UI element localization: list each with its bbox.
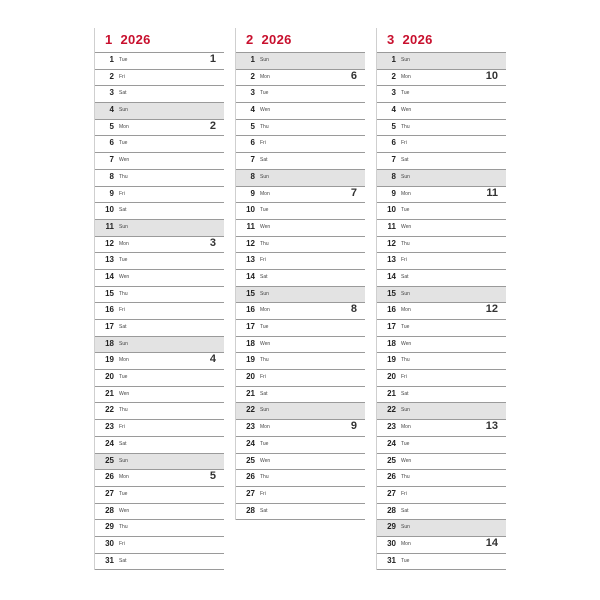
day-number: 3 (391, 88, 396, 98)
weekday-name: Sun (260, 57, 269, 63)
week-number: 12 (485, 303, 498, 316)
day-number: 22 (105, 405, 114, 415)
day-number: 24 (105, 438, 114, 448)
month-year: 2026 (261, 32, 292, 47)
weekday-name: Thu (401, 357, 410, 364)
day-row (95, 487, 224, 504)
weekday-name: Tue (260, 324, 269, 330)
day-number: 6 (109, 138, 114, 148)
day-number: 12 (105, 238, 114, 248)
day-row (95, 253, 224, 270)
day-number: 29 (105, 522, 114, 532)
day-number: 7 (109, 155, 114, 165)
weekday-name: Wen (260, 107, 271, 114)
weekday-name: Thu (119, 407, 128, 414)
day-row (236, 353, 365, 370)
day-number: 14 (246, 271, 255, 281)
day-row (236, 303, 365, 320)
day-row (377, 203, 506, 220)
day-row (236, 470, 365, 487)
day-row (377, 270, 506, 287)
weekday-name: Sat (119, 90, 127, 97)
weekday-name: Tue (401, 90, 410, 97)
weekday-name: Mon (119, 357, 129, 364)
day-row (236, 53, 365, 70)
day-row (236, 437, 365, 454)
day-number: 16 (105, 305, 114, 315)
day-number: 11 (246, 221, 255, 231)
week-number: 2 (209, 119, 216, 132)
weekday-name: Wen (401, 223, 412, 230)
day-number: 30 (387, 538, 396, 548)
day-number: 2 (250, 71, 255, 81)
weekday-name: Wen (119, 273, 130, 280)
week-number: 10 (485, 69, 498, 82)
day-number: 24 (246, 438, 255, 448)
day-row (95, 470, 224, 487)
month-year: 2026 (120, 32, 151, 47)
day-row (95, 136, 224, 153)
day-row (377, 420, 506, 437)
day-number: 11 (387, 221, 396, 231)
day-row (377, 170, 506, 187)
day-row (377, 136, 506, 153)
day-row (95, 403, 224, 420)
weekday-name: Wen (260, 223, 271, 230)
day-row (95, 537, 224, 554)
day-row (377, 504, 506, 521)
day-row (236, 220, 365, 237)
day-number: 26 (387, 472, 396, 482)
day-row (377, 237, 506, 254)
day-row (236, 70, 365, 87)
day-number: 30 (105, 538, 114, 548)
day-number: 10 (105, 205, 114, 215)
day-number: 13 (246, 255, 255, 265)
weekday-name: Mon (401, 190, 411, 197)
weekday-name: Tue (119, 374, 128, 381)
day-row (377, 287, 506, 304)
day-number: 16 (246, 305, 255, 315)
weekday-name: Sun (119, 340, 128, 347)
weekday-name: Thu (260, 123, 269, 130)
weekday-name: Tue (119, 490, 128, 497)
week-number: 14 (485, 536, 498, 549)
weekday-name: Fri (260, 490, 266, 497)
weekday-name: Fri (260, 140, 266, 147)
day-row (95, 187, 224, 204)
day-number: 28 (246, 505, 255, 515)
day-number: 20 (246, 372, 255, 382)
day-row (95, 437, 224, 454)
day-row (95, 153, 224, 170)
weekday-name: Tue (260, 207, 269, 214)
day-row (377, 253, 506, 270)
day-row (95, 520, 224, 537)
month-title (236, 28, 365, 53)
day-number: 27 (387, 488, 396, 498)
day-row (95, 287, 224, 304)
weekday-name: Fri (119, 424, 125, 431)
day-row (95, 86, 224, 103)
day-number: 24 (387, 438, 396, 448)
day-row (377, 103, 506, 120)
day-row (95, 454, 224, 471)
day-row (236, 170, 365, 187)
day-number: 18 (387, 338, 396, 348)
weekday-name: Sun (401, 524, 410, 531)
day-row (236, 337, 365, 354)
weekday-name: Wen (260, 457, 271, 464)
day-row (377, 370, 506, 387)
weekday-name: Fri (119, 73, 125, 80)
day-row (377, 220, 506, 237)
weekday-name: Thu (119, 524, 128, 531)
day-row (236, 387, 365, 404)
day-row (377, 353, 506, 370)
weekday-name: Sat (260, 157, 268, 164)
day-number: 5 (250, 121, 255, 131)
weekday-name: Sun (119, 457, 128, 464)
weekday-name: Fri (401, 374, 407, 381)
weekday-name: Tue (119, 140, 128, 147)
day-row (95, 504, 224, 521)
day-row (236, 420, 365, 437)
month-number: 3 (387, 32, 395, 47)
day-number: 6 (391, 138, 396, 148)
weekday-name: Wen (260, 340, 271, 347)
day-row (95, 370, 224, 387)
week-number: 8 (350, 303, 357, 316)
day-row (236, 120, 365, 137)
day-row (95, 203, 224, 220)
weekday-name: Sat (260, 390, 268, 397)
weekday-name: Sat (260, 273, 268, 280)
day-row (95, 237, 224, 254)
day-row (95, 420, 224, 437)
day-number: 2 (109, 71, 114, 81)
weekday-name: Sat (401, 507, 409, 514)
month-title (95, 28, 224, 53)
week-number: 6 (350, 69, 357, 82)
weekday-name: Sat (260, 507, 268, 514)
month-year: 2026 (402, 32, 433, 47)
week-number: 11 (486, 186, 498, 199)
day-number: 23 (387, 422, 396, 432)
day-row (377, 520, 506, 537)
day-number: 15 (387, 288, 396, 298)
weekday-name: Fri (260, 374, 266, 381)
day-number: 22 (246, 405, 255, 415)
weekday-name: Tue (119, 57, 128, 63)
weekday-name: Thu (260, 474, 269, 481)
day-number: 17 (246, 322, 255, 331)
weekday-name: Wen (401, 457, 412, 464)
day-row (95, 387, 224, 404)
weekday-name: Thu (401, 123, 410, 130)
weekday-name: Sun (260, 290, 269, 297)
day-number: 20 (105, 372, 114, 382)
weekday-name: Tue (260, 90, 269, 97)
day-row (236, 237, 365, 254)
week-number: 4 (209, 353, 216, 366)
day-number: 26 (246, 472, 255, 482)
day-number: 4 (391, 105, 396, 115)
weekday-name: Tue (401, 440, 410, 447)
day-number: 7 (250, 155, 255, 165)
day-row (236, 153, 365, 170)
weekday-name: Mon (119, 123, 129, 130)
day-number: 4 (250, 105, 255, 115)
day-row (236, 187, 365, 204)
day-row (95, 53, 224, 70)
day-row (236, 136, 365, 153)
weekday-name: Sun (119, 107, 128, 114)
day-number: 31 (105, 555, 114, 565)
weekday-name: Thu (260, 240, 269, 247)
weekday-name: Wen (119, 507, 130, 514)
day-row (377, 487, 506, 504)
weekday-name: Sat (119, 324, 127, 330)
weekday-name: Thu (119, 173, 128, 180)
weekday-name: Fri (119, 540, 125, 547)
day-row (95, 70, 224, 87)
day-number: 11 (105, 221, 114, 231)
weekday-name: Mon (401, 540, 411, 547)
weekday-name: Mon (401, 307, 411, 314)
day-row (377, 437, 506, 454)
weekday-name: Mon (119, 474, 129, 481)
weekday-name: Sat (401, 157, 409, 164)
weekday-name: Mon (260, 73, 270, 80)
day-row (236, 86, 365, 103)
day-number: 13 (387, 255, 396, 265)
weekday-name: Mon (119, 240, 129, 247)
weekday-name: Sun (119, 223, 128, 230)
weekday-name: Sun (401, 57, 410, 63)
weekday-name: Sun (401, 407, 410, 414)
day-number: 17 (105, 322, 114, 331)
weekday-name: Sun (260, 407, 269, 414)
weekday-name: Tue (119, 257, 128, 264)
day-row (377, 187, 506, 204)
day-row (377, 303, 506, 320)
day-row (377, 470, 506, 487)
week-number: 7 (350, 186, 357, 199)
day-number: 29 (387, 522, 396, 532)
day-row (377, 53, 506, 70)
day-number: 9 (391, 188, 396, 198)
day-row (236, 270, 365, 287)
day-row (95, 353, 224, 370)
day-number: 31 (387, 555, 396, 565)
month-number: 1 (105, 32, 113, 47)
day-number: 25 (105, 455, 114, 465)
weekday-name: Mon (401, 424, 411, 431)
week-number: 3 (209, 236, 216, 249)
day-row (95, 554, 224, 571)
day-row (236, 403, 365, 420)
day-row (236, 454, 365, 471)
day-number: 19 (387, 355, 396, 365)
weekday-name: Mon (401, 73, 411, 80)
weekday-name: Wen (401, 107, 412, 114)
day-number: 5 (109, 121, 114, 131)
day-row (377, 70, 506, 87)
day-number: 7 (391, 155, 396, 165)
day-row (377, 120, 506, 137)
day-number: 5 (391, 121, 396, 131)
day-row (377, 86, 506, 103)
day-row (377, 387, 506, 404)
weekday-name: Sun (401, 290, 410, 297)
day-number: 4 (109, 105, 114, 115)
day-number: 15 (246, 288, 255, 298)
weekday-name: Thu (401, 474, 410, 481)
weekday-name: Thu (260, 357, 269, 364)
day-number: 16 (387, 305, 396, 315)
day-number: 9 (250, 188, 255, 198)
day-row (95, 220, 224, 237)
day-row (377, 320, 506, 337)
day-row (236, 103, 365, 120)
week-number: 5 (209, 470, 216, 483)
weekday-name: Wen (119, 390, 130, 397)
weekday-name: Tue (260, 440, 269, 447)
weekday-name: Tue (401, 324, 410, 330)
weekday-name: Sat (401, 273, 409, 280)
day-number: 14 (105, 271, 114, 281)
day-row (236, 253, 365, 270)
weekday-name: Sun (401, 173, 410, 180)
month-column-1 (94, 28, 224, 570)
weekday-name: Fri (401, 490, 407, 497)
day-number: 1 (391, 55, 396, 64)
day-row (95, 103, 224, 120)
weekday-name: Sat (119, 440, 127, 447)
day-number: 17 (387, 322, 396, 331)
day-number: 8 (391, 171, 396, 181)
day-row (236, 487, 365, 504)
weekday-name: Fri (260, 257, 266, 264)
weekday-name: Wen (401, 340, 412, 347)
day-row (377, 537, 506, 554)
day-row (236, 287, 365, 304)
day-number: 3 (250, 88, 255, 98)
day-row (377, 554, 506, 571)
day-number: 28 (387, 505, 396, 515)
day-number: 27 (246, 488, 255, 498)
month-column-2 (235, 28, 365, 520)
weekday-name: Sat (119, 557, 127, 564)
day-number: 25 (387, 455, 396, 465)
day-number: 10 (246, 205, 255, 215)
weekday-name: Thu (401, 240, 410, 247)
day-number: 21 (105, 388, 114, 398)
day-number: 6 (250, 138, 255, 148)
day-row (236, 203, 365, 220)
weekday-name: Mon (260, 424, 270, 431)
weekday-name: Tue (401, 557, 410, 564)
day-number: 3 (109, 88, 114, 98)
day-number: 13 (105, 255, 114, 265)
day-number: 19 (246, 355, 255, 365)
day-row (236, 504, 365, 521)
day-number: 23 (105, 422, 114, 432)
day-number: 21 (387, 388, 396, 398)
day-row (377, 337, 506, 354)
day-number: 20 (387, 372, 396, 382)
day-row (95, 270, 224, 287)
day-number: 19 (105, 355, 114, 365)
day-number: 25 (246, 455, 255, 465)
day-row (377, 403, 506, 420)
day-number: 28 (105, 505, 114, 515)
weekday-name: Fri (401, 257, 407, 264)
weekday-name: Tue (401, 207, 410, 214)
weekday-name: Fri (119, 190, 125, 197)
day-row (95, 170, 224, 187)
weekday-name: Thu (119, 290, 128, 297)
day-number: 8 (250, 171, 255, 181)
weekday-name: Sat (401, 390, 409, 397)
weekday-name: Mon (260, 190, 270, 197)
day-number: 21 (246, 388, 255, 398)
day-row (236, 370, 365, 387)
day-row (95, 120, 224, 137)
day-number: 2 (391, 71, 396, 81)
day-number: 12 (387, 238, 396, 248)
month-column-3 (376, 28, 506, 570)
day-number: 18 (246, 338, 255, 348)
day-row (236, 320, 365, 337)
weekday-name: Sat (119, 207, 127, 214)
day-number: 9 (109, 188, 114, 198)
week-number: 9 (350, 420, 357, 433)
weekday-name: Sun (260, 173, 269, 180)
week-number: 1 (209, 53, 216, 65)
weekday-name: Mon (260, 307, 270, 314)
day-number: 23 (246, 422, 255, 432)
day-number: 26 (105, 472, 114, 482)
weekday-name: Fri (119, 307, 125, 314)
day-number: 14 (387, 271, 396, 281)
day-number: 15 (105, 288, 114, 298)
day-row (95, 337, 224, 354)
day-number: 1 (250, 55, 255, 64)
day-number: 12 (246, 238, 255, 248)
day-row (377, 153, 506, 170)
day-number: 8 (109, 171, 114, 181)
day-number: 18 (105, 338, 114, 348)
month-number: 2 (246, 32, 254, 47)
day-number: 1 (109, 55, 114, 64)
day-row (95, 303, 224, 320)
week-number: 13 (485, 420, 498, 433)
day-row (95, 320, 224, 337)
weekday-name: Wen (119, 157, 130, 164)
month-title (377, 28, 506, 53)
day-number: 10 (387, 205, 396, 215)
day-number: 22 (387, 405, 396, 415)
day-number: 27 (105, 488, 114, 498)
day-row (377, 454, 506, 471)
weekday-name: Fri (401, 140, 407, 147)
